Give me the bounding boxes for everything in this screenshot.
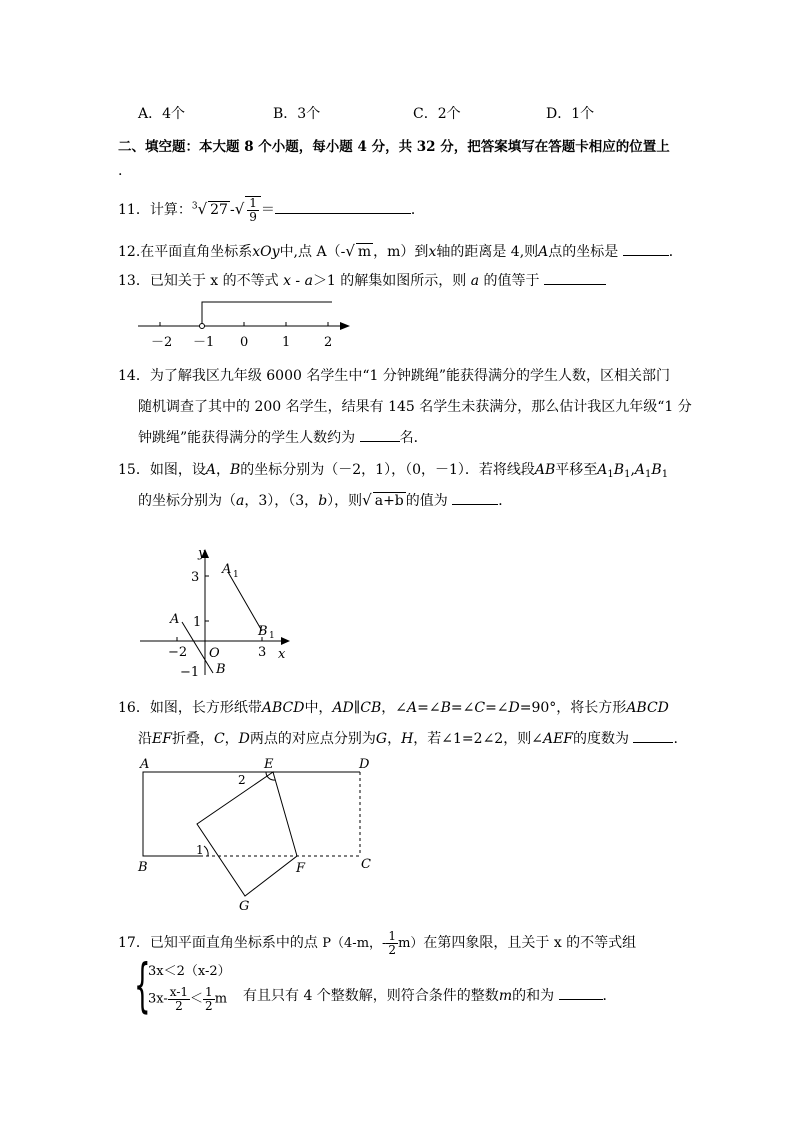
svg-text:D: D (359, 757, 370, 772)
svg-text:1: 1 (196, 843, 204, 857)
svg-text:B: B (216, 662, 226, 677)
question-16-line1: 16．如图，长方形纸带ABCD中，AD∥CB，∠A=∠B=∠C=∠D=90°，将长方形ABCD (118, 700, 669, 716)
option-a: A．4个 (138, 106, 186, 122)
tick-label: －1 (193, 335, 215, 350)
question-15-line1: 15．如图，设A，B的坐标分别为（－2，1），（0，－1）．若将线段AB平移至$A_1B_1,A_1B_1$ (118, 462, 669, 480)
question-17-line1: 17．已知平面直角坐标系中的点 P（4-m，- $\frac{1}{2}$ m）在第四象限，且关于 x 的不等式组 (118, 929, 637, 957)
question-14-line2: 随机调查了其中的 200 名学生，结果有 145 名学生未获满分，那么估计我区九年级“1 分 (138, 399, 692, 415)
svg-text:E: E (264, 757, 274, 772)
svg-text:−1: −1 (180, 665, 200, 680)
svg-text:F: F (296, 861, 306, 876)
question-14-line1: 14．为了解我区九年级 6000 名学生中“1 分钟跳绳”能获得满分的学生人数，区相关部门 (118, 368, 671, 384)
question-17-line2: 有且只有 4 个整数解，则符合条件的整数m的和为 ． (243, 988, 617, 1004)
folded-rectangle-figure (130, 752, 380, 917)
inequality-2: 3x- $\frac{x-1}{2}$ ＜ $\frac{1}{2}$ m (148, 985, 228, 1013)
question-16-line2: 沿EF折叠，C，D两点的对应点分别为G，H，若∠1=2∠2，则∠AEF的度数为 . (138, 731, 678, 747)
svg-text:1: 1 (269, 631, 275, 641)
question-14-line3: 钟跳绳”能获得满分的学生人数约为 名． (138, 430, 428, 446)
question-13: 13．已知关于 x 的不等式 x - a＞1 的解集如图所示，则 a 的值等于 (118, 270, 606, 290)
svg-text:A: A (170, 612, 180, 627)
option-b: B．3个 (273, 106, 321, 122)
option-d: D．1个 (546, 106, 595, 122)
svg-text:A: A (222, 562, 232, 577)
coordinate-figure (130, 540, 300, 685)
question-15-line2: 的坐标分别为（a，3），（3，b），则√ a+b 的值为 ． (138, 491, 513, 509)
svg-text:−2: −2 (168, 645, 188, 660)
tick-label: 1 (282, 335, 291, 350)
svg-text:y: y (198, 546, 206, 561)
question-12: 12.在平面直角坐标系xOy中,点 A（-√ m ，m）到x轴的距离是 4,则A点的坐标是 ． (118, 242, 683, 260)
question-11: 11．计算：$^3$√ 27 -√ $\frac{1}{9}$ ＝ ． (118, 196, 425, 224)
tick-label: 2 (324, 335, 333, 350)
svg-text:O: O (209, 646, 220, 661)
svg-text:3: 3 (258, 645, 267, 660)
svg-text:A: A (140, 757, 150, 772)
tick-label: －2 (151, 335, 173, 350)
svg-text:G: G (239, 899, 250, 914)
svg-text:B: B (258, 624, 268, 639)
svg-text:x: x (278, 647, 286, 662)
svg-text:1: 1 (193, 615, 202, 630)
svg-text:1: 1 (233, 570, 239, 580)
tick-label: 0 (240, 335, 249, 350)
svg-text:3: 3 (191, 570, 200, 585)
option-c: C．2个 (413, 106, 461, 122)
svg-text:B: B (138, 860, 148, 875)
number-line (130, 296, 360, 352)
svg-text:2: 2 (238, 773, 246, 787)
section-title: 二、填空题：本大题 8 个小题，每小题 4 分，共 32 分，把答案填写在答题卡相应的位置上 (118, 139, 670, 155)
inequality-1: 3x＜2（x-2） (148, 964, 231, 979)
brace: { (134, 951, 151, 1019)
svg-text:C: C (361, 857, 371, 872)
section-title-dot: . (118, 163, 123, 179)
